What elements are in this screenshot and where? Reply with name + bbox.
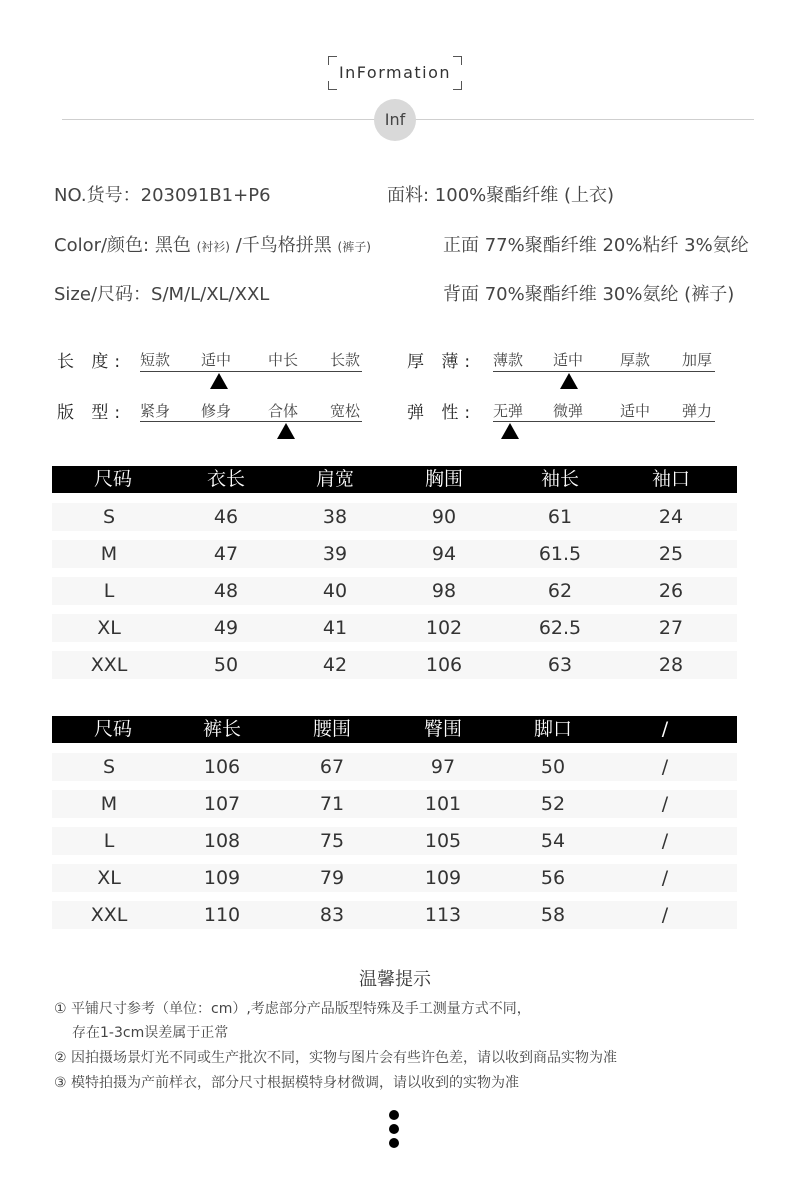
table-cell: 97 (430, 756, 456, 778)
inf-badge: Inf (374, 99, 416, 141)
table-cell: 49 (213, 617, 239, 639)
table-cell: 47 (213, 543, 239, 565)
table-row (52, 864, 737, 892)
table-cell: 54 (540, 830, 566, 852)
table-cell: 48 (213, 580, 239, 602)
table-cell: 52 (540, 793, 566, 815)
fit-selected-marker-icon (277, 423, 295, 439)
information-title: InFormation (338, 63, 452, 82)
table-cell: 90 (431, 506, 457, 528)
thickness-label: 厚 薄: (407, 352, 477, 372)
table-cell: 105 (424, 830, 462, 852)
corner-bracket-bottom-left (328, 81, 337, 90)
thickness-scale-line (493, 371, 715, 372)
table-cell: 24 (658, 506, 684, 528)
table-cell: 83 (319, 904, 345, 926)
table-cell: 27 (658, 617, 684, 639)
table-cell: 56 (540, 867, 566, 889)
table-cell: / (661, 793, 669, 815)
tip-line-3: ③ 模特拍摄为产前样衣，部分尺寸根据模特身材微调，请以收到的实物为准 (54, 1075, 519, 1091)
table-cell: 28 (658, 654, 684, 676)
elasticity-scale-line (493, 421, 715, 422)
tips-title: 温馨提示 (359, 969, 431, 990)
table-cell: L (103, 830, 115, 852)
table-cell: 106 (203, 756, 241, 778)
table-cell: / (661, 904, 669, 926)
table-cell: 42 (322, 654, 348, 676)
column-header: 肩宽 (315, 468, 355, 490)
table-cell: 106 (425, 654, 463, 676)
table-cell: 107 (203, 793, 241, 815)
table-row (52, 651, 737, 679)
more-dot-icon (389, 1138, 399, 1148)
table-cell: 41 (322, 617, 348, 639)
table-row (52, 503, 737, 531)
column-header: 袖长 (540, 468, 580, 490)
table-cell: 110 (203, 904, 241, 926)
table-cell: M (100, 543, 118, 565)
table-row (52, 614, 737, 642)
elasticity-option: 适中 (620, 402, 651, 420)
table-cell: L (103, 580, 115, 602)
table-cell: S (102, 506, 116, 528)
table-cell: 102 (425, 617, 463, 639)
table-cell: XL (97, 867, 121, 889)
fit-option: 宽松 (330, 402, 361, 420)
table-row (52, 790, 737, 818)
pants-size-table (52, 716, 737, 930)
column-header: 裤长 (202, 718, 242, 740)
table-cell: 58 (540, 904, 566, 926)
corner-bracket-bottom-right (453, 81, 462, 90)
table-cell: 40 (322, 580, 348, 602)
fabric-line-2: 正面 77%聚酯纤维 20%粘纤 3%氨纶 (443, 235, 749, 256)
table-cell: 26 (658, 580, 684, 602)
column-header: 尺码 (93, 468, 133, 490)
tip-line-1-continued: 存在1-3cm误差属于正常 (72, 1025, 229, 1041)
length-option: 适中 (201, 351, 232, 369)
table-cell: XXL (90, 904, 128, 926)
color-mid: /千鸟格拼黑 (235, 235, 332, 256)
column-header: 腰围 (312, 718, 352, 740)
table-cell: 46 (213, 506, 239, 528)
table-cell: 94 (431, 543, 457, 565)
length-option: 中长 (268, 351, 299, 369)
table-cell: 39 (322, 543, 348, 565)
table-cell: M (100, 793, 118, 815)
color-pants-note: (裤子) (337, 240, 371, 254)
column-header: 衣长 (206, 468, 246, 490)
table-cell: 71 (319, 793, 345, 815)
table-cell: 113 (424, 904, 462, 926)
thickness-option: 适中 (553, 351, 584, 369)
thickness-selected-marker-icon (560, 373, 578, 389)
column-header: / (661, 718, 669, 740)
length-option: 长款 (330, 351, 361, 369)
table-cell: 75 (319, 830, 345, 852)
elasticity-option: 微弹 (553, 402, 584, 420)
table-row (52, 901, 737, 929)
elasticity-option: 弹力 (682, 402, 713, 420)
table-cell: 108 (203, 830, 241, 852)
table-cell: 61 (547, 506, 573, 528)
table-cell: 101 (424, 793, 462, 815)
table-row (52, 540, 737, 568)
table-row (52, 753, 737, 781)
product-number: NO.货号：203091B1+P6 (54, 185, 271, 206)
table-cell: 109 (424, 867, 462, 889)
tip-line-1: ① 平铺尺寸参考（单位：cm）,考虑部分产品版型特殊及手工测量方式不同， (54, 1001, 531, 1017)
table-cell: 62 (547, 580, 573, 602)
fabric-line-1: 面料: 100%聚酯纤维 (上衣) (387, 185, 615, 206)
column-header: 尺码 (93, 718, 133, 740)
column-header: 袖口 (651, 468, 691, 490)
information-title-frame (328, 56, 462, 90)
table-cell: XXL (90, 654, 128, 676)
table-cell: XL (97, 617, 121, 639)
top-size-table (52, 466, 737, 680)
table-cell: 67 (319, 756, 345, 778)
fit-scale-line (140, 421, 362, 422)
table-cell: 79 (319, 867, 345, 889)
table-cell: 98 (431, 580, 457, 602)
thickness-option: 薄款 (493, 351, 524, 369)
table-cell: 61.5 (538, 543, 582, 565)
table-cell: 38 (322, 506, 348, 528)
table-cell: / (661, 867, 669, 889)
thickness-option: 加厚 (682, 351, 713, 369)
table-cell: 63 (547, 654, 573, 676)
tip-line-2: ② 因拍摄场景灯光不同或生产批次不同，实物与图片会有些许色差，请以收到商品实物为准 (54, 1050, 617, 1066)
length-label: 长 度: (57, 352, 127, 372)
color-top-note: (衬衫) (196, 240, 230, 254)
elasticity-option: 无弹 (493, 402, 524, 420)
fit-option: 合体 (268, 402, 299, 420)
color-label: Color/颜色: 黑色 (54, 235, 191, 256)
elasticity-selected-marker-icon (501, 423, 519, 439)
fabric-line-3: 背面 70%聚酯纤维 30%氨纶 (裤子) (443, 284, 735, 305)
length-option: 短款 (140, 351, 171, 369)
table-header (52, 466, 737, 493)
color-line (54, 231, 371, 257)
table-header (52, 716, 737, 743)
table-cell: 50 (213, 654, 239, 676)
table-cell: 109 (203, 867, 241, 889)
column-header: 臀围 (423, 718, 463, 740)
table-row (52, 827, 737, 855)
table-cell: / (661, 830, 669, 852)
elasticity-label: 弹 性: (407, 403, 477, 423)
length-scale-line (140, 371, 362, 372)
fit-label: 版 型: (57, 403, 127, 423)
length-selected-marker-icon (210, 373, 228, 389)
table-cell: 50 (540, 756, 566, 778)
more-dot-icon (389, 1124, 399, 1134)
thickness-option: 厚款 (620, 351, 651, 369)
table-cell: S (102, 756, 116, 778)
size-line: Size/尺码：S/M/L/XL/XXL (54, 284, 270, 305)
table-cell: / (661, 756, 669, 778)
column-header: 脚口 (533, 718, 573, 740)
fit-option: 紧身 (140, 402, 171, 420)
table-cell: 62.5 (538, 617, 582, 639)
table-row (52, 577, 737, 605)
fit-option: 修身 (201, 402, 232, 420)
column-header: 胸围 (424, 468, 464, 490)
table-cell: 25 (658, 543, 684, 565)
more-dot-icon (389, 1110, 399, 1120)
